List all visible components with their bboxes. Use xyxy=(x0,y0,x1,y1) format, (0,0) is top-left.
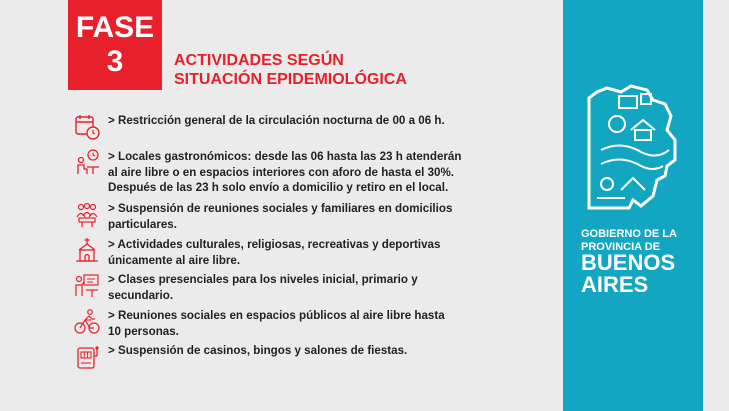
phase-badge xyxy=(68,0,162,90)
province-emblem-icon xyxy=(581,80,681,216)
item-line: al aire libre o en espacios interiores con aforo de hasta el 30%. xyxy=(108,165,455,179)
slot-machine-icon xyxy=(73,343,101,371)
church-icon xyxy=(73,237,101,265)
item-text xyxy=(108,149,468,196)
item-text xyxy=(108,201,468,232)
item-line: > Suspensión de casinos, bingos y salones de fiestas. xyxy=(108,344,408,357)
item-line: > Clases presenciales para los niveles inicial, primario y xyxy=(108,273,418,286)
government-line-2: PROVINCIA DE xyxy=(581,241,661,253)
item-text xyxy=(108,237,468,268)
item-line: > Reuniones sociales en espacios públicos al aire libre hasta xyxy=(108,309,445,322)
calendar-clock-icon xyxy=(73,113,101,141)
government-line-1: GOBIERNO DE LA xyxy=(581,228,677,240)
outdoor-bike-icon xyxy=(73,308,101,336)
title-line-2: SITUACIÓN EPIDEMIOLÓGICA xyxy=(174,71,407,88)
item-line: > Restricción general de la circulación nocturna de 00 a 06 h. xyxy=(108,114,445,127)
classroom-icon xyxy=(73,272,101,300)
province-name xyxy=(581,252,675,296)
title-line-1: ACTIVIDADES SEGÚN xyxy=(174,52,344,69)
item-text xyxy=(108,343,468,359)
item-line: secundario. xyxy=(108,288,174,302)
item-line: > Locales gastronómicos: desde las 06 hasta las 23 h atenderán xyxy=(108,150,462,163)
province-line-1: BUENOS xyxy=(581,250,676,275)
phase-label: FASE xyxy=(75,11,155,44)
item-text xyxy=(108,272,468,303)
item-line: > Suspensión de reuniones sociales y familiares en domicilios xyxy=(108,202,453,215)
item-line: particulares. xyxy=(108,217,177,231)
item-text xyxy=(108,308,468,339)
province-line-2: AIRES xyxy=(581,272,649,297)
item-line: 10 personas. xyxy=(108,324,179,338)
item-line: Después de las 23 h solo envío a domicilio y retiro en el local. xyxy=(108,181,449,194)
restaurant-clock-icon xyxy=(73,149,101,177)
family-gathering-icon xyxy=(73,201,101,229)
page-title xyxy=(174,51,407,89)
government-panel xyxy=(563,0,703,411)
phase-number: 3 xyxy=(106,45,124,78)
item-line: únicamente al aire libre. xyxy=(108,253,241,267)
item-text xyxy=(108,113,468,129)
item-line: > Actividades culturales, religiosas, recreativas y deportivas xyxy=(108,238,441,251)
